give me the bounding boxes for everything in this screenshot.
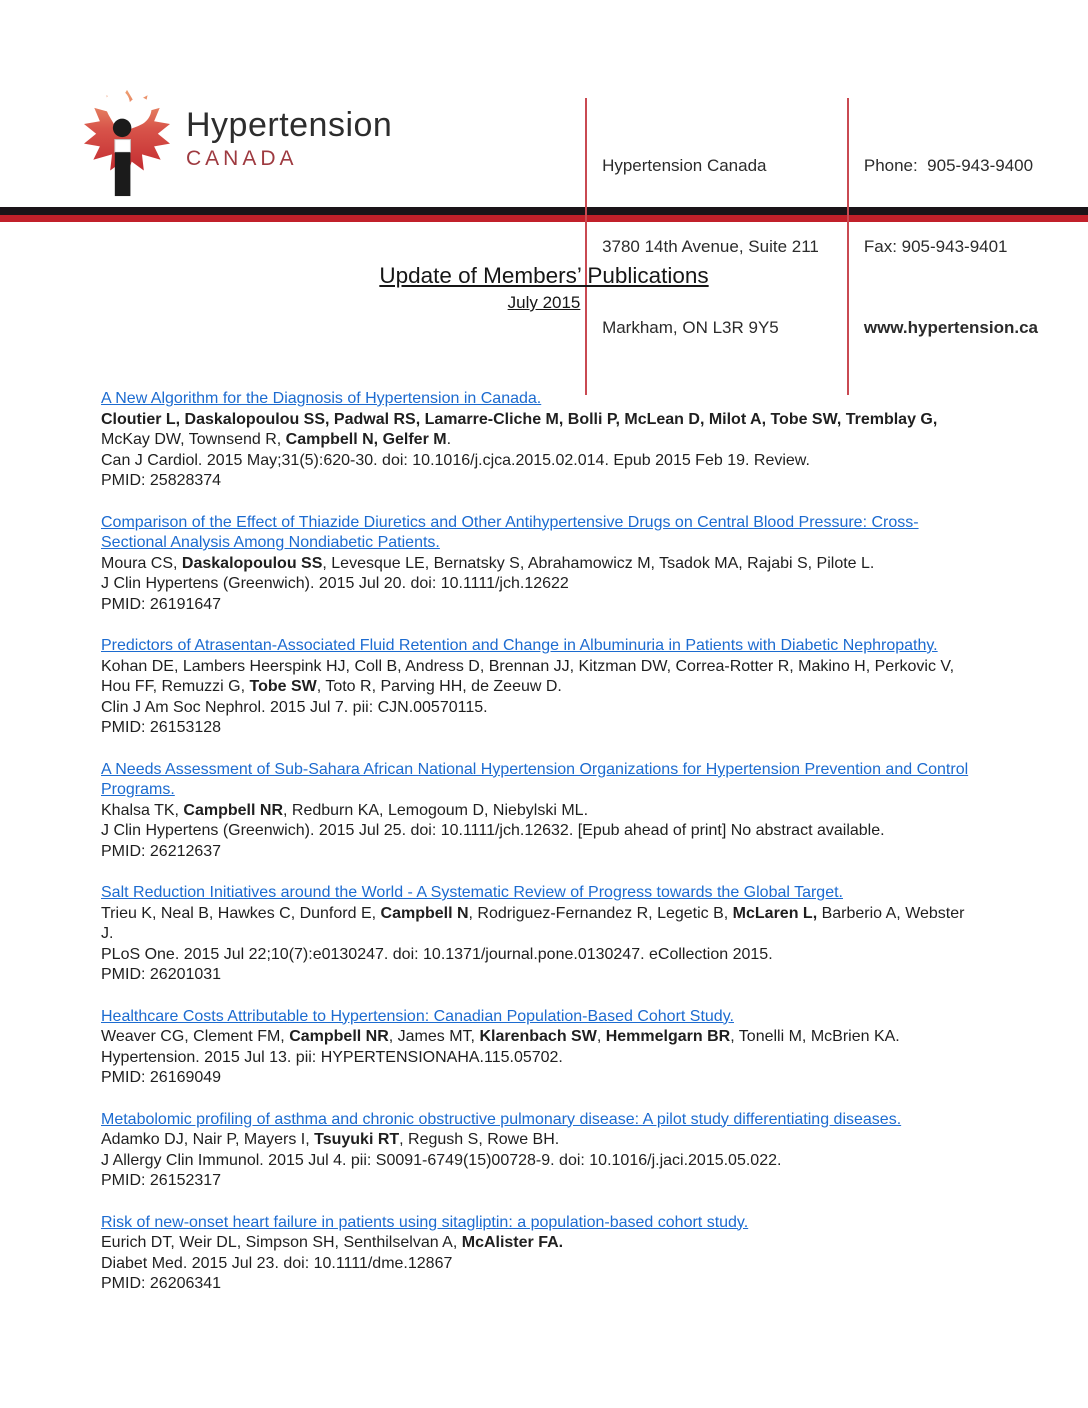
publication-entry [101, 1110, 978, 1192]
publication-authors: Moura CS, Daskalopoulou SS, Levesque LE, Bernatsky S, Abrahamowicz M, Tsadok MA, Rajabi S, Pilote L. [101, 554, 875, 572]
document-title: Update of Members’ Publications [379, 263, 709, 288]
contact-website: www.hypertension.ca [863, 318, 1038, 337]
publication-entry [101, 1007, 978, 1089]
i-stem [115, 152, 131, 196]
publication-title-link[interactable]: A New Algorithm for the Diagnosis of Hypertension in Canada. [101, 390, 542, 407]
contact-org-name: Hypertension Canada [602, 156, 767, 175]
contact-fax: Fax: 905-943-9401 [863, 237, 1008, 256]
publication-pmid: PMID: 26169049 [101, 1069, 222, 1086]
publication-title-link[interactable]: Metabolomic profiling of asthma and chronic obstructive pulmonary disease: A pilot study differentiating diseases. [101, 1110, 902, 1128]
publication-title-link[interactable]: A Needs Assessment of Sub-Sahara African National Hypertension Organizations for Hypertension Prevention and Control Programs. [101, 760, 969, 798]
contact-phone-block [847, 98, 1038, 395]
publication-title-link[interactable]: Predictors of Atrasentan-Associated Fluid Retention and Change in Albuminuria in Patients with Diabetic Nephropathy. [101, 637, 938, 654]
publication-entry [101, 636, 978, 739]
contact-address-line1: 3780 14th Avenue, Suite 211 [602, 237, 819, 256]
publication-title-link[interactable]: Salt Reduction Initiatives around the World - A Systematic Review of Progress towards the Global Target. [101, 884, 843, 901]
publication-pmid: PMID: 26201031 [101, 966, 222, 983]
i-stem-gap [115, 140, 131, 153]
contact-phone: Phone: 905-943-9400 [863, 156, 1034, 175]
publication-authors: Cloutier L, Daskalopoulou SS, Padwal RS, Lamarre-Cliche M, Bolli P, McLean D, Milot A, Tobe SW, Tremblay G, McKay DW, Townsend R, Campbell N, Gelfer M. [101, 410, 938, 448]
publication-entry [101, 883, 978, 986]
contact-address-line2: Markham, ON L3R 9Y5 [602, 318, 779, 337]
document-subtitle: July 2015 [507, 293, 581, 312]
contact-address-block [585, 98, 819, 395]
publication-authors: Adamko DJ, Nair P, Mayers I, Tsuyuki RT, Regush S, Rowe BH. [101, 1131, 560, 1148]
brand-name: Hypertension [186, 106, 393, 144]
publication-authors: Kohan DE, Lambers Heerspink HJ, Coll B, Andress D, Brennan JJ, Kitzman DW, Correa-Rotter R, Makino H, Perkovic V, Hou FF, Remuzzi G, Tobe SW, Toto R, Parving HH, de Zeeuw D. [101, 657, 955, 695]
publication-entry [101, 389, 978, 492]
publication-citation: J Allergy Clin Immunol. 2015 Jul 4. pii: S0091-6749(15)00728-9. doi: 10.1016/j.jaci.2015.05.022. [101, 1151, 782, 1169]
publication-pmid: PMID: 26206341 [101, 1275, 222, 1292]
publication-citation: J Clin Hypertens (Greenwich). 2015 Jul 25. doi: 10.1111/jch.12632. [Epub ahead of print] No abstract available. [101, 822, 885, 839]
publication-citation: Can J Cardiol. 2015 May;31(5):620-30. doi: 10.1016/j.cjca.2015.02.014. Epub 2015 Feb 19. Review. [101, 451, 810, 469]
publications-list [101, 389, 978, 1295]
publication-authors: Eurich DT, Weir DL, Simpson SH, Senthilselvan A, McAlister FA. [101, 1234, 564, 1251]
publication-entry [101, 760, 978, 863]
publication-citation: J Clin Hypertens (Greenwich). 2015 Jul 20. doi: 10.1111/jch.12622 [101, 575, 569, 592]
publication-pmid: PMID: 26212637 [101, 842, 222, 860]
publication-authors: Weaver CG, Clement FM, Campbell NR, James MT, Klarenbach SW, Hemmelgarn BR, Tonelli M, McBrien KA. [101, 1028, 900, 1045]
publication-pmid: PMID: 25828374 [101, 472, 222, 489]
publication-authors: Trieu K, Neal B, Hawkes C, Dunford E, Campbell N, Rodriguez-Fernandez R, Legetic B, McLaren L, Barberio A, Webster J. [101, 904, 965, 942]
hypertension-canada-logo [78, 86, 392, 198]
publication-citation: Hypertension. 2015 Jul 13. pii: HYPERTENSIONAHA.115.05702. [101, 1048, 563, 1066]
publication-citation: Clin J Am Soc Nephrol. 2015 Jul 7. pii: CJN.00570115. [101, 698, 488, 716]
publication-pmid: PMID: 26153128 [101, 719, 222, 736]
brand-country: CANADA [186, 146, 298, 170]
maple-leaf-icon [78, 86, 176, 198]
publication-citation: Diabet Med. 2015 Jul 23. doi: 10.1111/dme.12867 [101, 1254, 453, 1272]
contact-area [585, 98, 1038, 395]
publication-title-link[interactable]: Comparison of the Effect of Thiazide Diuretics and Other Antihypertensive Drugs on Central Blood Pressure: Cross-Sectional Analysis Among Nondiabetic Patients. [101, 513, 919, 551]
publication-pmid: PMID: 26191647 [101, 595, 222, 613]
i-dot [113, 119, 132, 138]
publication-entry [101, 513, 978, 616]
publication-citation: PLoS One. 2015 Jul 22;10(7):e0130247. doi: 10.1371/journal.pone.0130247. eCollection 2015. [101, 945, 773, 963]
brand-text [186, 108, 392, 171]
publication-title-link[interactable]: Healthcare Costs Attributable to Hypertension: Canadian Population-Based Cohort Study. [101, 1007, 734, 1025]
publication-authors: Khalsa TK, Campbell NR, Redburn KA, Lemogoum D, Niebylski ML. [101, 801, 589, 819]
publication-entry [101, 1213, 978, 1295]
publication-title-link[interactable]: Risk of new-onset heart failure in patients using sitagliptin: a population-based cohort study. [101, 1213, 749, 1231]
publication-pmid: PMID: 26152317 [101, 1172, 222, 1189]
